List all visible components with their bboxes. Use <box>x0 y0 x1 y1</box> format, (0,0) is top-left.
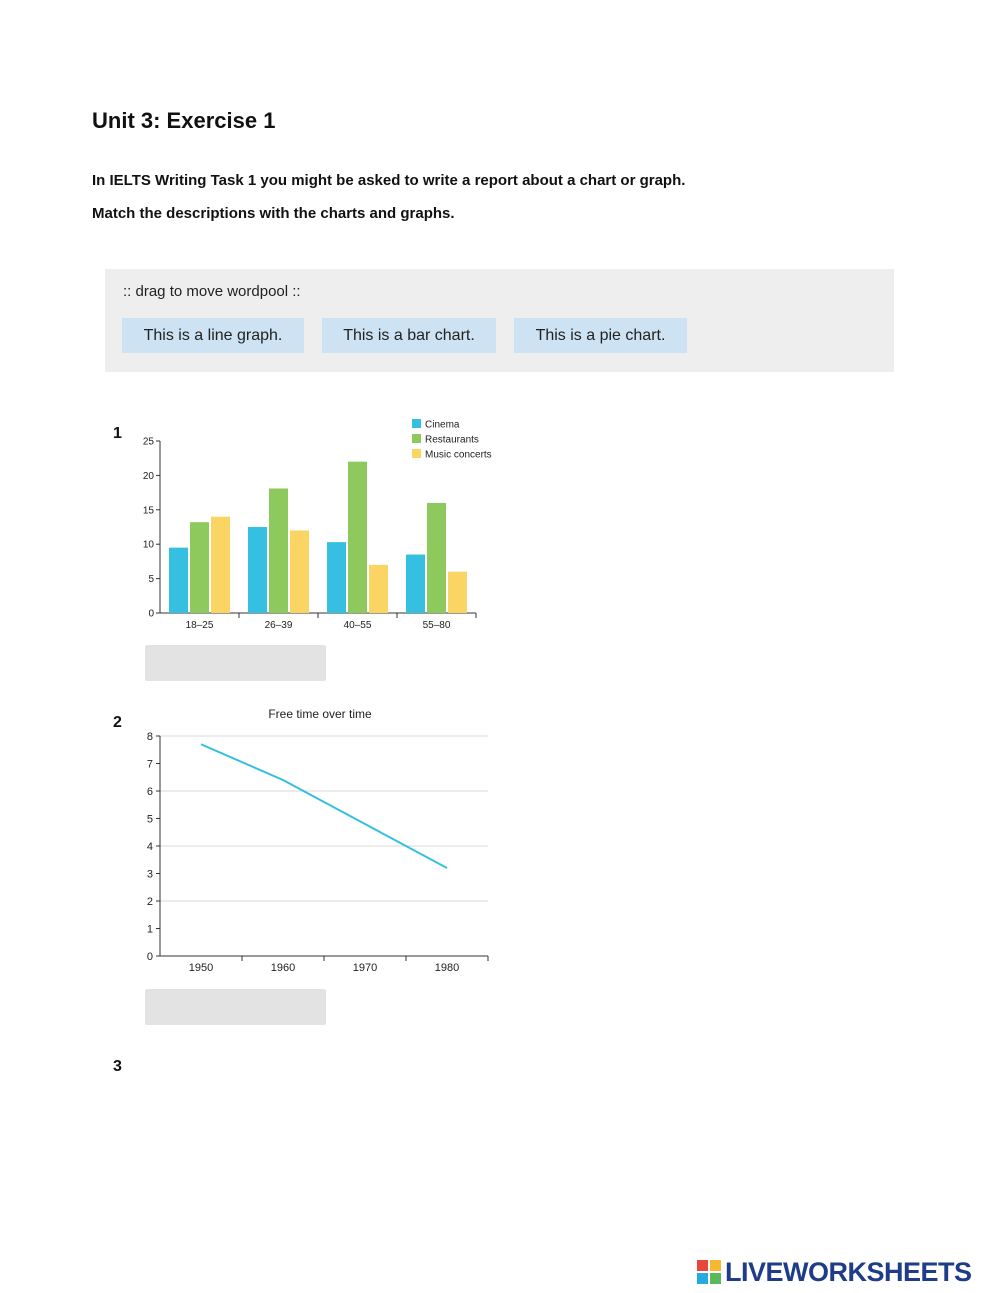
y-tick-label: 5 <box>148 574 154 586</box>
y-tick-label: 25 <box>142 436 154 448</box>
x-tick-label: 1960 <box>270 962 296 974</box>
y-tick-label: 15 <box>142 505 154 517</box>
answer-chip-bar-chart[interactable]: This is a bar chart. <box>322 318 496 353</box>
x-tick-label: 1980 <box>434 962 460 974</box>
bar <box>448 572 467 613</box>
line-chart <box>130 700 510 980</box>
question-number: 2 <box>113 714 122 731</box>
legend-swatch <box>412 434 421 443</box>
y-tick-label: 0 <box>148 608 154 620</box>
bar <box>348 462 367 613</box>
answer-chip-pie-chart[interactable]: This is a pie chart. <box>514 318 687 353</box>
bar <box>190 522 209 613</box>
y-tick-label: 3 <box>146 868 153 881</box>
y-tick-label: 8 <box>146 731 153 743</box>
y-tick-label: 0 <box>146 951 153 963</box>
x-tick-label: 1950 <box>188 962 214 974</box>
question-number: 3 <box>113 1058 122 1075</box>
y-tick-label: 1 <box>146 923 153 936</box>
bar <box>327 542 346 613</box>
logo-square <box>697 1273 708 1284</box>
question-number: 1 <box>113 425 122 442</box>
bar <box>248 527 267 613</box>
bar <box>369 565 388 613</box>
x-tick-label: 55–80 <box>422 620 451 631</box>
y-tick-label: 10 <box>142 539 154 551</box>
bar <box>211 517 230 613</box>
wordpool[interactable] <box>105 269 894 372</box>
bar <box>290 530 309 613</box>
y-tick-label: 7 <box>146 758 153 771</box>
logo-mark-icon <box>697 1260 721 1284</box>
legend-label: Cinema <box>425 419 460 431</box>
bar <box>406 555 425 613</box>
bar-chart <box>130 410 510 635</box>
y-tick-label: 20 <box>142 470 154 482</box>
legend-swatch <box>412 449 421 458</box>
logo-square <box>697 1260 708 1271</box>
x-tick-label: 1970 <box>352 962 378 974</box>
liveworksheets-logo <box>697 1257 997 1287</box>
x-tick-label: 18–25 <box>185 620 214 631</box>
x-tick-label: 26–39 <box>264 620 293 631</box>
legend-label: Music concerts <box>425 449 492 461</box>
bar <box>169 548 188 613</box>
y-tick-label: 4 <box>146 841 153 853</box>
answer-drop-box-1[interactable] <box>145 645 326 681</box>
y-tick-label: 2 <box>146 896 153 908</box>
bar <box>427 503 446 613</box>
legend-swatch <box>412 419 421 428</box>
chart-title: Free time over time <box>268 707 372 721</box>
logo-text: LIVEWORKSHEETS <box>725 1256 972 1287</box>
wordpool-drag-handle[interactable]: :: drag to move wordpool :: <box>123 283 301 300</box>
logo-square <box>710 1273 721 1284</box>
bar <box>269 488 288 613</box>
answer-chip-line-graph[interactable]: This is a line graph. <box>122 318 304 353</box>
logo-square <box>710 1260 721 1271</box>
page-title: Unit 3: Exercise 1 <box>92 108 276 133</box>
answer-drop-box-2[interactable] <box>145 989 326 1025</box>
y-tick-label: 5 <box>146 813 153 826</box>
x-tick-label: 40–55 <box>343 620 372 631</box>
instruction-text: In IELTS Writing Task 1 you might be asked to write a report about a chart or graph. <box>92 172 686 189</box>
instruction-text: Match the descriptions with the charts and graphs. <box>92 205 455 222</box>
series-line <box>201 744 447 868</box>
legend-label: Restaurants <box>425 434 479 446</box>
y-tick-label: 6 <box>146 786 153 798</box>
